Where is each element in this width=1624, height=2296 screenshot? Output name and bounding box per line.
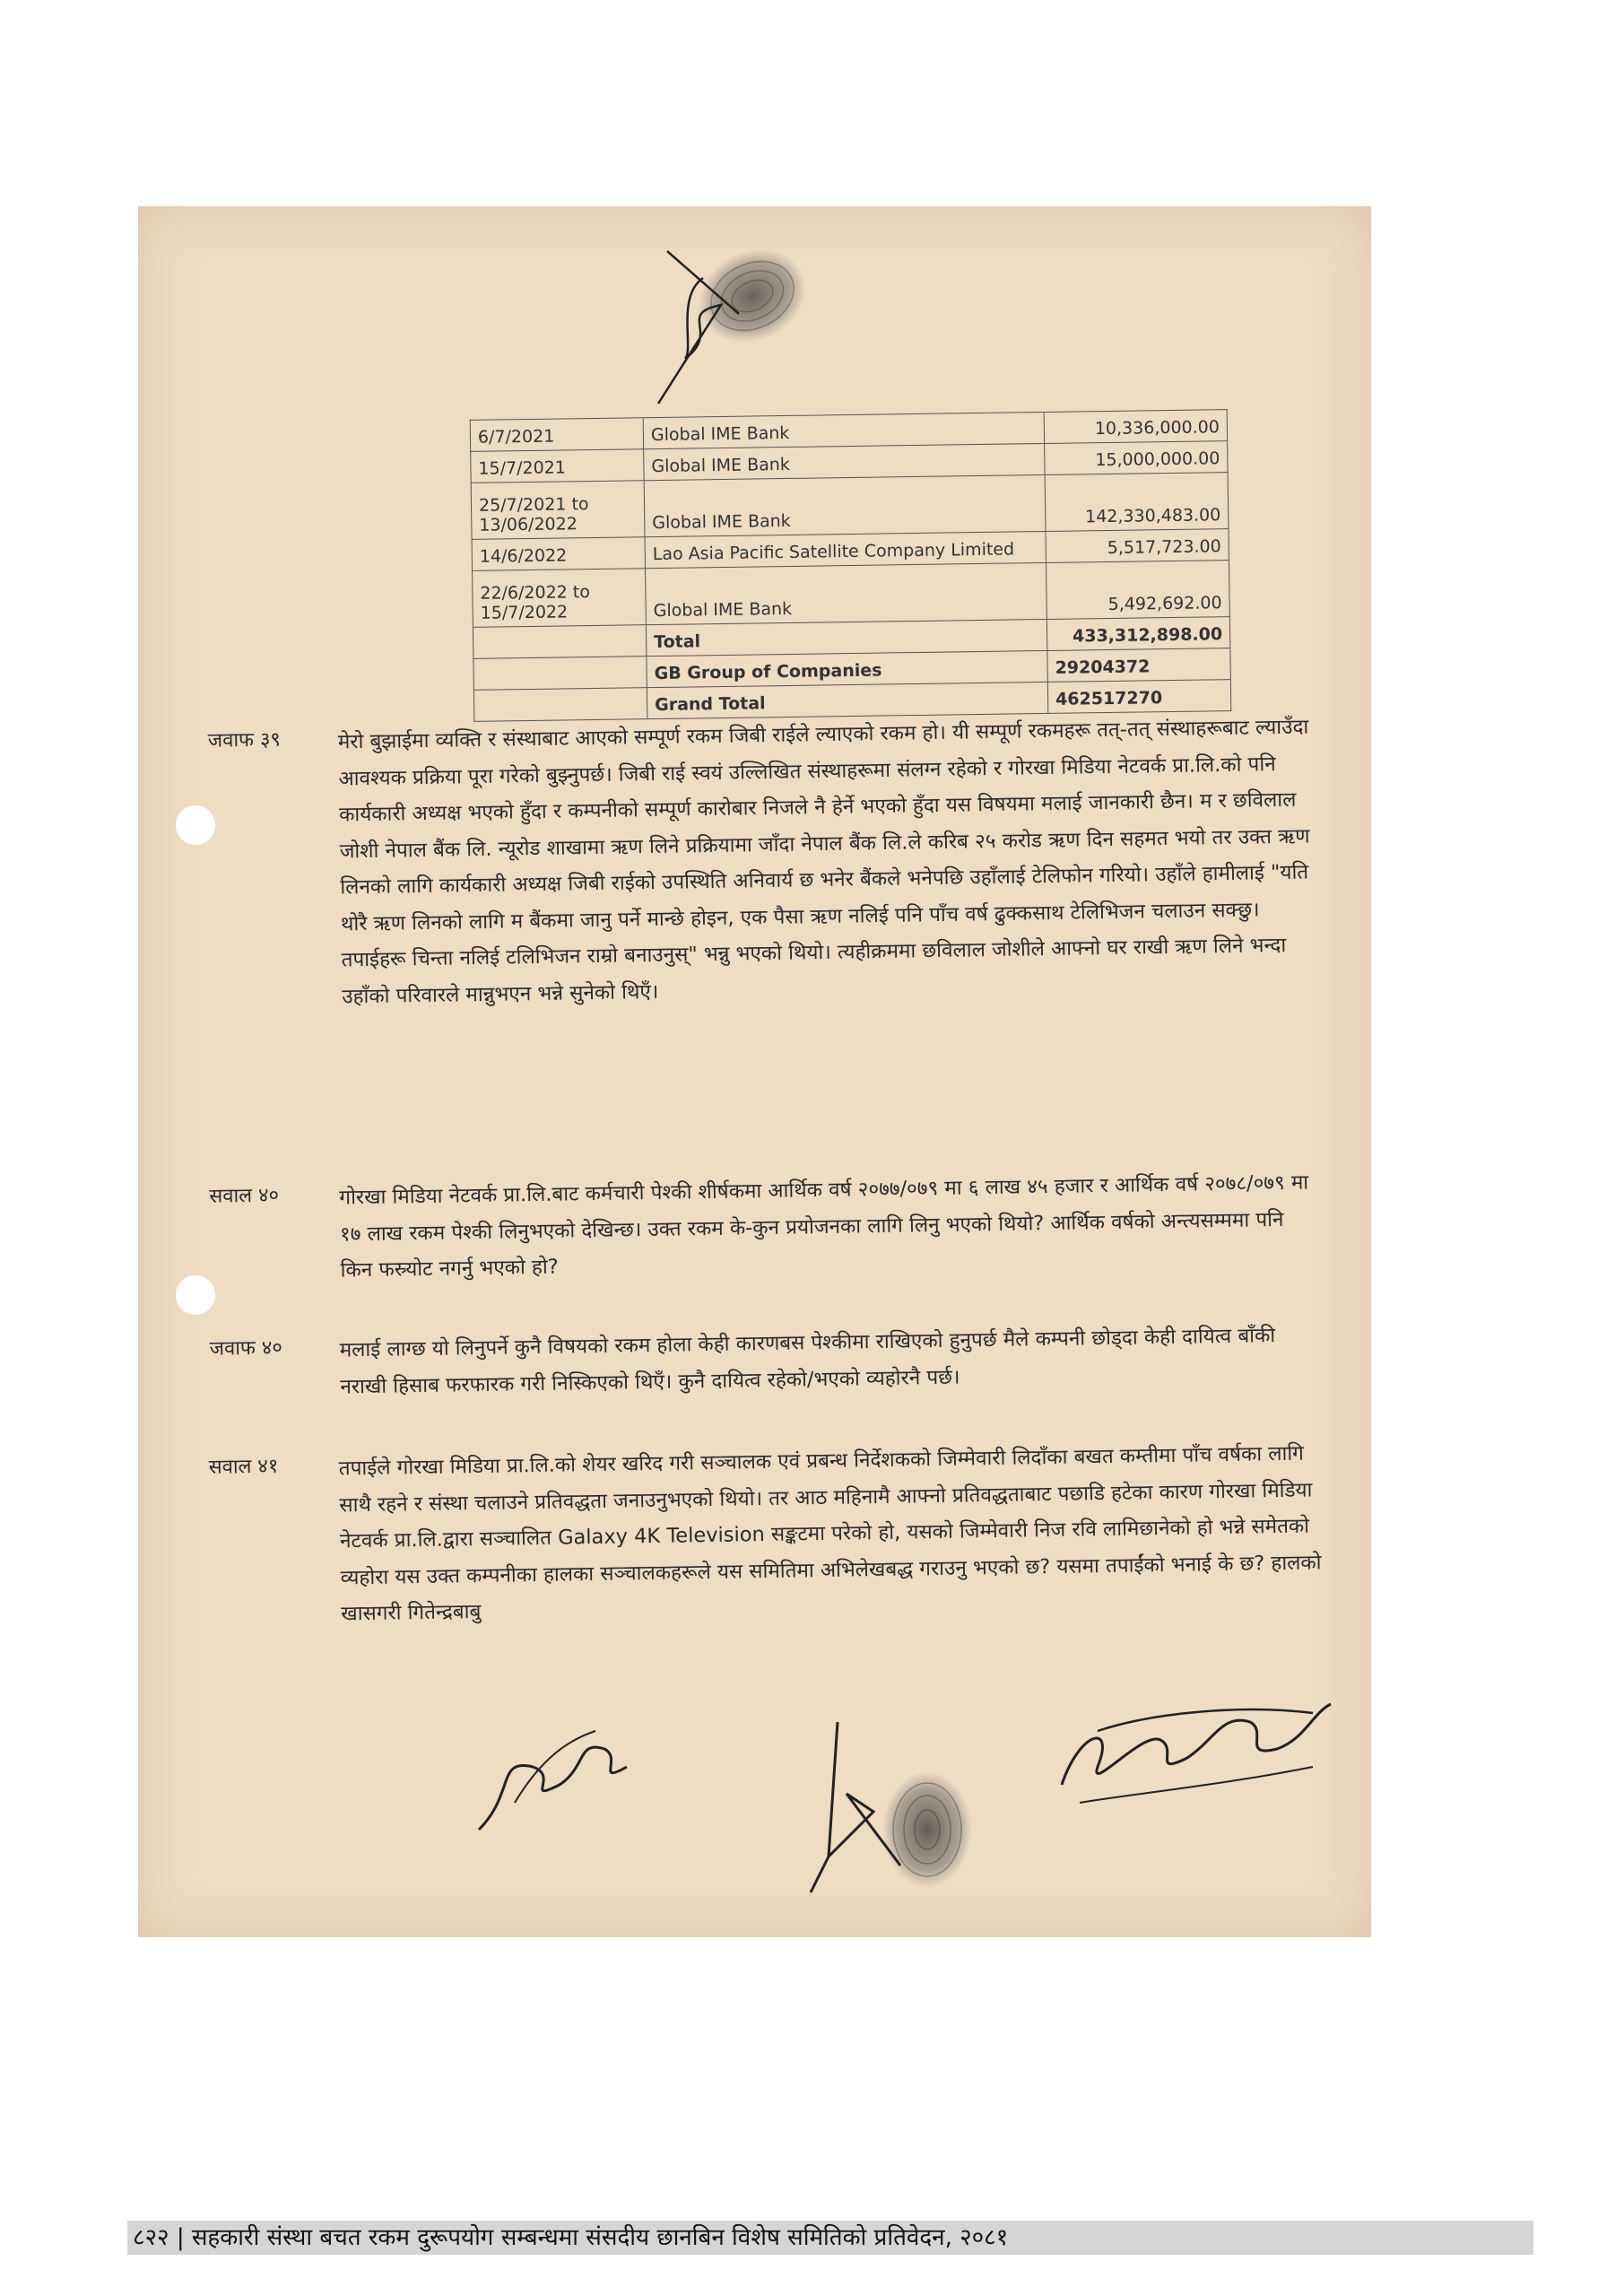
gb-group-value: 29204372 [1047, 648, 1230, 683]
top-signature-thumbprint [640, 224, 838, 413]
date-cell: 6/7/2021 [470, 418, 643, 452]
amount-cell: 142,330,483.00 [1045, 473, 1229, 532]
answer-39 [208, 709, 1324, 1016]
date-cell: 22/6/2022 to 15/7/2022 [473, 569, 647, 628]
answer-40 [209, 1317, 1322, 1406]
date-cell [473, 625, 646, 659]
total-value: 433,312,898.00 [1046, 617, 1229, 651]
qa-label: जवाफ ३९ [207, 728, 282, 752]
page-footer [127, 2221, 1533, 2255]
description-cell: Global IME Bank [644, 474, 1046, 536]
description-cell: Global IME Bank [644, 443, 1045, 480]
description-cell: Lao Asia Pacific Satellite Company Limited [645, 531, 1046, 568]
grand-total-value: 462517270 [1047, 680, 1230, 714]
amount-cell: 10,336,000.00 [1044, 410, 1227, 444]
punch-hole [176, 1275, 215, 1315]
date-cell [473, 688, 647, 722]
date-cell [473, 657, 647, 691]
description-cell: Global IME Bank [646, 562, 1047, 624]
date-cell: 15/7/2021 [471, 449, 644, 483]
total-label: Total [646, 619, 1046, 656]
date-cell: 14/6/2022 [472, 537, 645, 571]
qa-label: सवाल ४० [209, 1184, 280, 1208]
gb-group-label: GB Group of Companies [647, 650, 1047, 687]
table-row [471, 473, 1229, 540]
qa-text: मलाई लाग्छ यो लिनुपर्ने कुनै विषयको रकम होला केही कारणबस पेश्कीमा राखिएको हुनुपर्छ मैले कम्पनी छोड्दा केही दायित्व बाँकी नराखी हिसाब फरफारक गरी निस्किएको थिएँ। कुनै दायित्व रहेको/भएको व्यहोरनै पर्छ। [339, 1324, 1276, 1398]
amount-cell: 15,000,000.00 [1045, 441, 1228, 475]
question-41 [208, 1435, 1323, 1634]
qa-text: मेरो बुझाईमा व्यक्ति र संस्थाबाट आएको सम्पूर्ण रकम जिबी राईले ल्याएको रकम हो। यी सम्पूर्ण रकमहरू तत्-तत् संस्थाहरूबाट ल्याउँदा आवश्यक प्रक्रिया पूरा गरेको बुझ्नुपर्छ। जिबी राई स्वयं उल्लिखित संस्थाहरूमा संलग्न रहेको र गोरखा मिडिया नेटवर्क प्रा.लि.को पनि कार्यकारी अध्यक्ष भएको हुँदा र कम्पनीको सम्पूर्ण कारोबार निजले नै हेर्ने भएको हुँदा यस विषयमा मलाई जानकारी छैन। म र छविलाल जोशी नेपाल बैंक लि. न्यूरोड शाखामा ऋण लिने प्रक्रियामा जाँदा नेपाल बैंक लि.ले करिब २५ करोड ऋण दिन सहमत भयो तर उक्त ऋण लिनको लागि कार्यकारी अध्यक्ष जिबी राईको उपस्थिति अनिवार्य छ भनेर बैंकले भनेपछि उहाँलाई टेलिफोन गरियो। उहाँले हामीलाई "यति थोरै ऋण लिनको लागि म बैंकमा जानु पर्ने मान्छे होइन, एक पैसा ऋण नलिई पनि पाँच वर्ष ढुक्कसाथ टेलिभिजन चलाउन सक्छु। तपाईहरू चिन्ता नलिई टलिभिजन राम्रो बनाउनुस्" भन्नु भएको थियो। त्यहीक्रममा छविलाल जोशीले आफ्नो घर राखी ऋण लिने भन्दा उहाँको परिवारले मान्नुभएन भन्ने सुनेको थिएँ। [337, 715, 1310, 1008]
qa-label: जवाफ ४० [209, 1336, 282, 1361]
scanned-page [138, 206, 1371, 1937]
date-cell: 25/7/2021 to 13/06/2022 [471, 481, 645, 540]
bottom-signature-thumbprint [793, 1695, 999, 1901]
amount-cell: 5,492,692.00 [1046, 561, 1229, 620]
qa-label: सवाल ४१ [208, 1455, 279, 1479]
report-title: | सहकारी संस्था बचत रकम दुरूपयोग सम्बन्धमा संसदीय छानबिन विशेष समितिको प्रतिवेदन, २०८१ [176, 2224, 1009, 2251]
grand-total-label: Grand Total [647, 682, 1047, 718]
page-number: ८२२ [133, 2224, 169, 2251]
qa-text: गोरखा मिडिया नेटवर्क प्रा.लि.बाट कर्मचारी पेश्की शीर्षकमा आर्थिक वर्ष २०७७/०७९ मा ६ लाख ४५ हजार र आर्थिक वर्ष २०७८/०७९ मा १७ लाख रकम पेश्की लिनुभएको देखिन्छ। उक्त रकम के-कुन प्रयोजनका लागि लिनु भएको थियो? आर्थिक वर्षको अन्त्यसम्ममा पनि किन फस्र्योट नगर्नु भएको हो? [339, 1170, 1309, 1283]
qa-text: तपाईले गोरखा मिडिया प्रा.लि.को शेयर खरिद गरी सञ्चालक एवं प्रबन्ध निर्देशकको जिम्मेवारी लिदाँका बखत कम्तीमा पाँच वर्षका लागि साथै रहने र संस्था चलाउने प्रतिवद्धता जनाउनुभएको थियो। तर आठ महिनामै आफ्नो प्रतिवद्धताबाट पछाडि हटेका कारण गोरखा मिडिया नेटवर्क प्रा.लि.द्वारा सञ्चालित Galaxy 4K Television सङ्कटमा परेको हो, यसको जिम्मेवारी निज रवि लामिछानेको हो भन्ने समेतको व्यहोरा यस उक्त कम्पनीका हालका सञ्चालकहरूले यस समितिमा अभिलेखबद्ध गराउनु भएको छ? यसमा तपाईंको भनाई के छ? हालको खासगरी गितेन्द्रबाबु [338, 1441, 1322, 1626]
description-cell: Global IME Bank [643, 412, 1044, 448]
amount-cell: 5,517,723.00 [1046, 529, 1229, 563]
transactions-table [470, 409, 1232, 722]
signature-left [461, 1704, 640, 1839]
question-40 [209, 1164, 1323, 1291]
table-row [473, 561, 1230, 628]
signature-right [1044, 1677, 1349, 1821]
